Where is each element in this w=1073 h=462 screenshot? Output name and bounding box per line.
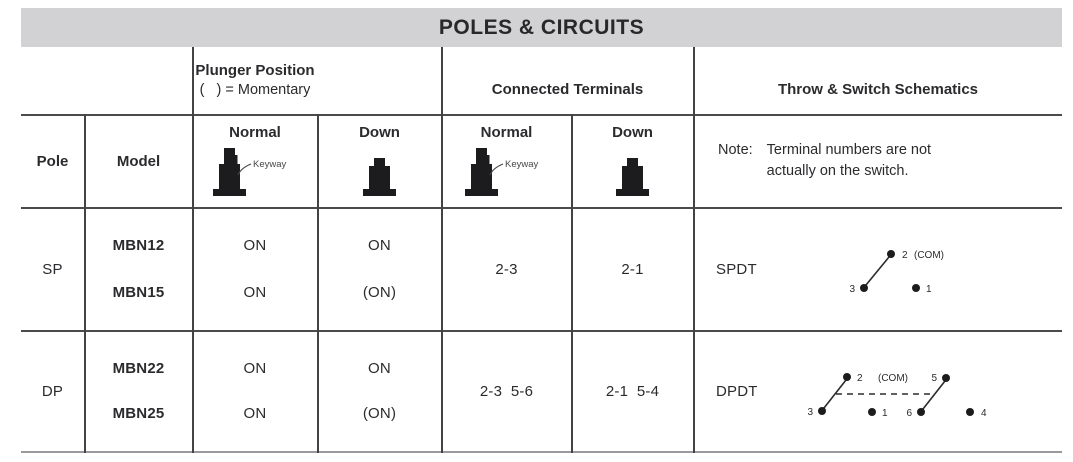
model-label: Model: [116, 152, 161, 170]
model-number: MBN22: [112, 359, 165, 377]
terminal-6-label: 6: [906, 408, 912, 419]
keyway-label: Keyway: [504, 159, 538, 170]
dpdt-schematic: [800, 360, 1000, 422]
pole-label: Pole: [36, 152, 69, 170]
connected-normal-keyway-icon: [452, 145, 562, 197]
cell-plunger-down-dp: ON (ON): [362, 359, 397, 423]
cell-plunger-down-sp: ON (ON): [362, 237, 397, 301]
cell-models-dp: [85, 331, 192, 451]
plunger-down-label: Down: [359, 124, 400, 141]
model-number: MBN25: [112, 405, 165, 423]
table-title: POLES & CIRCUITS: [438, 15, 645, 39]
cell-plunger-normal-sp: ON ON: [243, 237, 267, 301]
column-header-pole: [21, 115, 84, 207]
group-header-connected-terminals: [442, 47, 693, 114]
cell-connected-normal-sp: 2-3: [495, 260, 518, 278]
terminal-2-label: 2: [857, 373, 863, 384]
note-cell: [700, 115, 1060, 207]
plunger-down-icon: [610, 145, 656, 197]
cell-pole-sp: SP: [42, 260, 63, 278]
column-header-connected-normal: [442, 115, 571, 207]
model-number: MBN12: [112, 237, 165, 255]
com-label: (COM): [878, 373, 908, 384]
terminal-1-label: 1: [926, 284, 932, 295]
terminal-3-label: 3: [807, 407, 813, 418]
cell-pole-dp: DP: [41, 382, 64, 400]
note-prefix: Note:: [718, 141, 753, 158]
plunger-normal-keyway-icon: [200, 145, 310, 197]
column-header-model: [85, 115, 192, 207]
terminal-1-label: 1: [882, 408, 888, 419]
cell-throw-dp: DPDT: [716, 382, 758, 400]
plunger-position-label: Plunger Position: [195, 61, 315, 79]
cell-throw-sp: SPDT: [716, 260, 757, 278]
connected-terminals-label: Connected Terminals: [491, 80, 644, 98]
plunger-normal-label: Normal: [229, 124, 281, 141]
terminal-5-label: 5: [931, 373, 937, 384]
terminal-3-label: 3: [849, 284, 855, 295]
grid-hline-bottom: [21, 451, 1062, 453]
table-title-bar: [21, 8, 1062, 47]
terminal-4-label: 4: [981, 408, 987, 419]
group-header-throw-schematics: [694, 47, 1062, 114]
cell-models-sp: [85, 208, 192, 330]
column-header-plunger-down: [318, 115, 441, 207]
cell-plunger-normal-dp: ON ON: [243, 359, 267, 423]
model-number: MBN15: [112, 283, 165, 301]
keyway-label: Keyway: [253, 159, 287, 170]
group-header-plunger-position: [193, 47, 317, 114]
terminal-2-label: 2: [902, 250, 908, 261]
connected-down-label: Down: [612, 124, 653, 141]
column-header-connected-down: [572, 115, 693, 207]
cell-connected-down-dp: 2-1 5-4: [605, 382, 660, 400]
plunger-down-icon: [357, 145, 403, 197]
com-label: (COM): [914, 250, 944, 261]
column-header-plunger-normal: [193, 115, 317, 207]
note-text: Terminal numbers are not actually on the switch.: [766, 141, 932, 179]
throw-schematics-label: Throw & Switch Schematics: [777, 80, 979, 98]
cell-connected-down-sp: 2-1: [621, 260, 644, 278]
cell-connected-normal-dp: 2-3 5-6: [479, 382, 534, 400]
spdt-schematic: [840, 240, 980, 300]
connected-normal-label: Normal: [480, 124, 533, 141]
momentary-legend: ( ) = Momentary: [199, 81, 311, 98]
